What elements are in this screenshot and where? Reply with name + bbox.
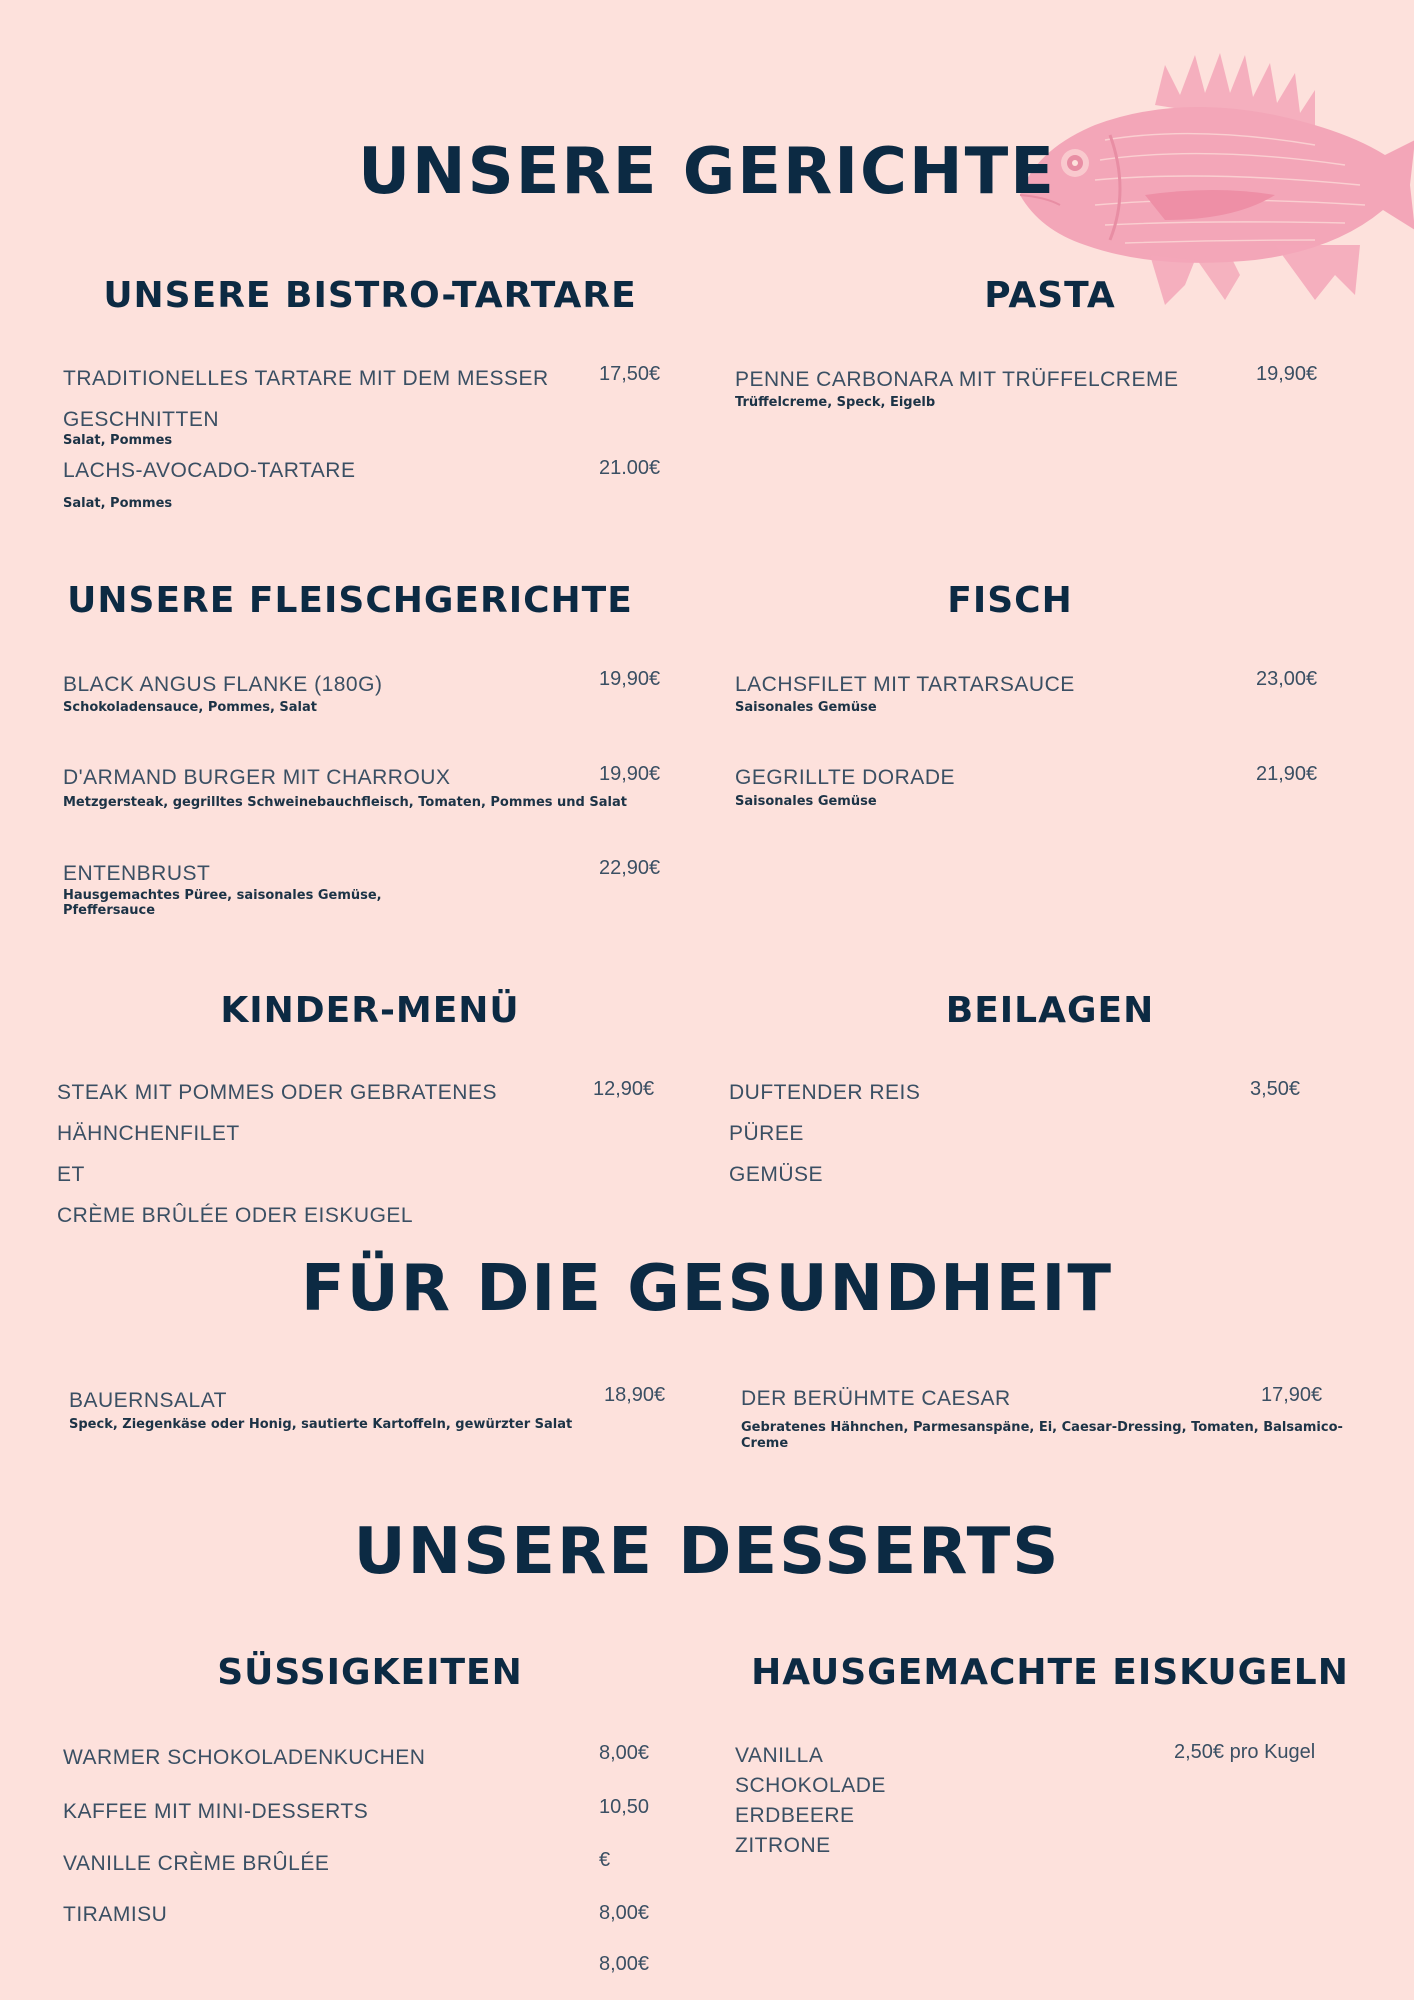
menu-item-name: BAUERNSALAT bbox=[69, 1389, 227, 1412]
menu-item-name: D'ARMAND BURGER MIT CHARROUX bbox=[63, 766, 451, 789]
menu-item-description: Metzgersteak, gegrilltes Schweinebauchfleisch, Tomaten, Pommes und Salat bbox=[63, 795, 627, 810]
section-title-sweets: SÜSSIGKEITEN bbox=[217, 1652, 523, 1693]
menu-item-name: SCHOKOLADE bbox=[735, 1774, 886, 1797]
menu-item-price: 12,90€ bbox=[593, 1078, 655, 1100]
menu-item-price: 17,90€ bbox=[1261, 1384, 1323, 1406]
menu-item-name: GESCHNITTEN bbox=[63, 408, 220, 431]
section-title-meat: UNSERE FLEISCHGERICHTE bbox=[67, 580, 633, 621]
menu-item-description: Saisonales Gemüse bbox=[735, 700, 877, 715]
menu-item-description: Speck, Ziegenkäse oder Honig, sautierte Kartoffeln, gewürzter Salat bbox=[69, 1417, 573, 1432]
menu-item-name: DUFTENDER REIS bbox=[729, 1081, 921, 1104]
menu-item-name: STEAK MIT POMMES ODER GEBRATENES bbox=[57, 1081, 497, 1104]
menu-item-description: Gebratenes Hähnchen, Parmesanspäne, Ei, Caesar-Dressing, Tomaten, Balsamico- bbox=[741, 1420, 1343, 1435]
section-title-sides: BEILAGEN bbox=[945, 990, 1155, 1031]
menu-item-name: TRADITIONELLES TARTARE MIT DEM MESSER bbox=[63, 367, 549, 390]
menu-item-name: BLACK ANGUS FLANKE (180G) bbox=[63, 673, 383, 696]
menu-item-name: PÜREE bbox=[729, 1122, 804, 1145]
menu-item-name: HÄHNCHENFILET bbox=[57, 1122, 240, 1145]
menu-item-description: Creme bbox=[741, 1436, 789, 1451]
section-title-desserts: UNSERE DESSERTS bbox=[353, 1515, 1061, 1589]
menu-item-name: ENTENBRUST bbox=[63, 862, 211, 885]
menu-item-description: Salat, Pommes bbox=[63, 496, 173, 511]
menu-item-name: ERDBEERE bbox=[735, 1804, 855, 1827]
menu-item-price: € bbox=[599, 1849, 611, 1871]
menu-item-price: 19,90€ bbox=[1256, 363, 1318, 385]
menu-item-description: Hausgemachtes Püree, saisonales Gemüse, bbox=[63, 888, 382, 903]
menu-item-name: DER BERÜHMTE CAESAR bbox=[741, 1387, 1011, 1410]
menu-item-price: 18,90€ bbox=[604, 1384, 666, 1406]
menu-item-price: 8,00€ bbox=[599, 1953, 650, 1975]
section-title-icecream: HAUSGEMACHTE EISKUGELN bbox=[751, 1652, 1349, 1693]
menu-item-name: VANILLA bbox=[735, 1744, 824, 1767]
menu-item-description: Saisonales Gemüse bbox=[735, 794, 877, 809]
menu-item-price: 8,00€ bbox=[599, 1902, 650, 1924]
menu-item-description: Pfeffersauce bbox=[63, 903, 156, 918]
menu-item-name: GEGRILLTE DORADE bbox=[735, 766, 955, 789]
menu-item-name: PENNE CARBONARA MIT TRÜFFELCREME bbox=[735, 368, 1179, 391]
section-title-fish: FISCH bbox=[947, 580, 1073, 621]
section-title-tartare: UNSERE BISTRO-TARTARE bbox=[103, 275, 637, 316]
page-title: UNSERE GERICHTE bbox=[358, 135, 1056, 209]
menu-item-price: 22,90€ bbox=[599, 857, 661, 879]
section-title-pasta: PASTA bbox=[984, 275, 1116, 316]
menu-item-name: LACHSFILET MIT TARTARSAUCE bbox=[735, 673, 1075, 696]
menu-item-price: 21.00€ bbox=[599, 457, 661, 479]
menu-item-price: 8,00€ bbox=[599, 1742, 650, 1764]
menu-item-name: ET bbox=[57, 1163, 85, 1186]
menu-item-name: WARMER SCHOKOLADENKUCHEN bbox=[63, 1746, 426, 1769]
menu-item-description: Trüffelcreme, Speck, Eigelb bbox=[735, 395, 936, 410]
menu-item-price: 3,50€ bbox=[1250, 1078, 1301, 1100]
menu-item-name: KAFFEE MIT MINI-DESSERTS bbox=[63, 1800, 369, 1823]
menu-item-price: 21,90€ bbox=[1256, 763, 1318, 785]
section-title-kids: KINDER-MENÜ bbox=[220, 990, 520, 1031]
menu-item-name: GEMÜSE bbox=[729, 1163, 824, 1186]
menu-item-price: 23,00€ bbox=[1256, 668, 1318, 690]
section-title-health: FÜR DIE GESUNDHEIT bbox=[301, 1252, 1113, 1326]
menu-item-name: LACHS-AVOCADO-TARTARE bbox=[63, 459, 356, 482]
menu-item-name: VANILLE CRÈME BRÛLÉE bbox=[63, 1852, 330, 1875]
menu-item-price: 19,90€ bbox=[599, 763, 661, 785]
menu-item-price: 2,50€ pro Kugel bbox=[1174, 1741, 1316, 1763]
menu-item-price: 10,50 bbox=[599, 1796, 650, 1818]
menu-item-description: Salat, Pommes bbox=[63, 433, 173, 448]
menu-item-name: ZITRONE bbox=[735, 1834, 831, 1857]
menu-item-price: 17,50€ bbox=[599, 363, 661, 385]
menu-item-name: CRÈME BRÛLÉE ODER EISKUGEL bbox=[57, 1204, 414, 1227]
menu-item-name: TIRAMISU bbox=[63, 1903, 168, 1926]
menu-item-description: Schokoladensauce, Pommes, Salat bbox=[63, 700, 317, 715]
menu-item-price: 19,90€ bbox=[599, 668, 661, 690]
